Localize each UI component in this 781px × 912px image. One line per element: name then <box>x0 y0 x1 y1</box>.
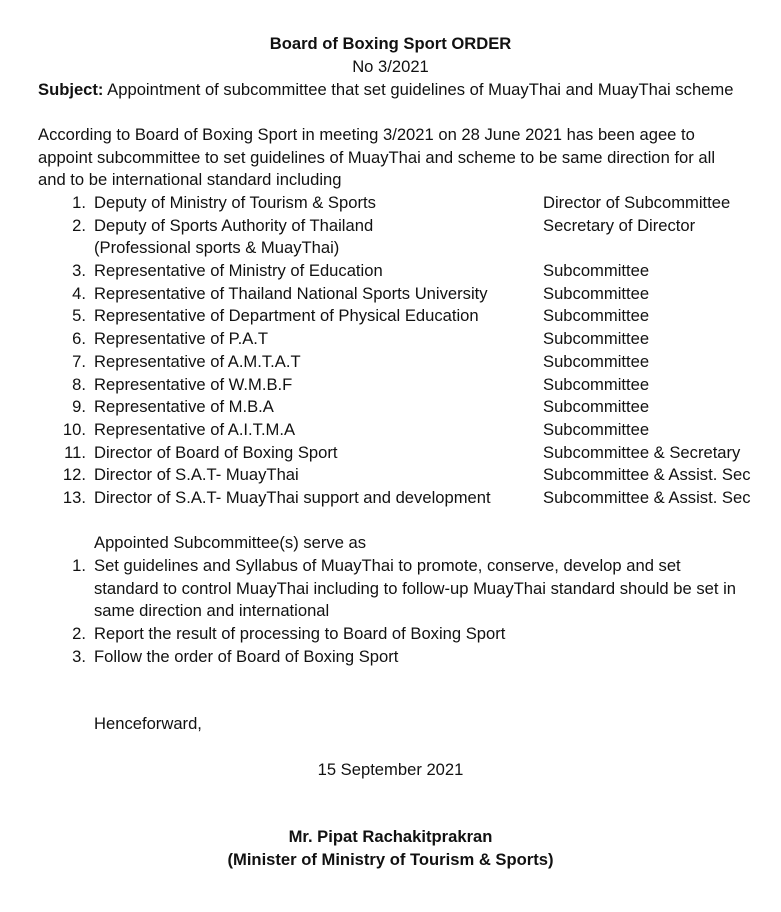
member-role: Subcommittee <box>543 419 650 439</box>
intro-line: and to be international standard including <box>38 170 342 190</box>
member-name-block <box>94 215 373 260</box>
member-name: Representative of A.M.T.A.T <box>94 351 301 371</box>
member-name: Representative of Department of Physical Education <box>94 306 479 326</box>
member-name: Representative of W.M.B.F <box>94 374 293 394</box>
member-name: Representative of A.I.T.M.A <box>94 419 296 439</box>
duty-number: 1. <box>72 556 86 575</box>
member-item <box>38 419 778 442</box>
duty-line: Report the result of processing to Board of Boxing Sport <box>94 624 506 644</box>
member-role: Director of Subcommittee <box>543 193 731 212</box>
duty-line: standard to control MuayThai including to follow-up MuayThai standard should be set in <box>94 578 736 598</box>
signer-title: (Minister of Ministry of Tourism & Sports) <box>227 850 554 869</box>
duty-line: Follow the order of Board of Boxing Sport <box>94 646 399 666</box>
member-number: 11. <box>64 442 86 462</box>
member-name: Director of S.A.T- MuayThai support and development <box>94 487 491 507</box>
member-role: Subcommittee & Assist. Sec <box>543 465 751 485</box>
member-number: 10. <box>62 419 86 439</box>
member-item <box>38 487 778 510</box>
duty-number: 3. <box>72 646 86 666</box>
member-number: 12. <box>62 465 86 485</box>
signer-name: Mr. Pipat Rachakitprakran <box>288 827 493 846</box>
duty-line: same direction and international <box>94 601 330 621</box>
member-item <box>38 215 778 260</box>
member-item <box>38 305 778 328</box>
member-item <box>38 260 778 283</box>
member-number: 9. <box>72 397 86 417</box>
member-number: 6. <box>72 329 86 349</box>
duties-heading: Appointed Subcommittee(s) serve as <box>94 533 367 552</box>
member-role: Subcommittee <box>543 283 650 303</box>
member-item <box>38 396 778 419</box>
order-number: No 3/2021 <box>352 57 429 76</box>
member-number: 7. <box>72 351 86 371</box>
subject-line <box>38 79 733 102</box>
subject-label: Subject: <box>38 80 104 99</box>
member-name: Director of Board of Boxing Sport <box>94 442 338 462</box>
member-number: 5. <box>72 306 86 326</box>
member-number: 13. <box>62 487 86 507</box>
member-number: 8. <box>72 374 86 394</box>
member-role: Subcommittee <box>543 374 650 394</box>
member-name-detail: (Professional sports & MuayThai) <box>94 238 340 258</box>
member-role: Subcommittee & Assist. Sec <box>543 487 751 507</box>
member-item <box>38 192 778 215</box>
duty-text <box>94 623 778 646</box>
member-number: 4. <box>72 283 86 303</box>
duty-item <box>38 555 778 623</box>
intro-line: According to Board of Boxing Sport in meeting 3/2021 on 28 June 2021 has been agee to <box>38 125 695 144</box>
member-name: Deputy of Sports Authority of Thailand <box>94 215 374 235</box>
member-role: Subcommittee <box>543 351 650 371</box>
member-name: Representative of Ministry of Education <box>94 261 383 281</box>
duty-item <box>38 646 778 669</box>
order-date: 15 September 2021 <box>317 760 464 779</box>
member-number: 3. <box>72 261 86 281</box>
member-item <box>38 283 778 306</box>
member-number: 1. <box>72 193 86 212</box>
intro-line: appoint subcommittee to set guidelines of MuayThai and scheme to be same direction for all <box>38 147 716 167</box>
duty-number: 2. <box>72 624 86 644</box>
duties-list <box>38 555 778 669</box>
member-role: Subcommittee <box>543 261 650 281</box>
duty-text <box>94 555 778 623</box>
member-item <box>38 442 778 465</box>
member-name: Representative of Thailand National Sports University <box>94 283 488 303</box>
intro-paragraph <box>38 124 748 192</box>
member-number: 2. <box>72 215 86 235</box>
duty-item <box>38 623 778 646</box>
member-name: Representative of M.B.A <box>94 397 274 417</box>
member-role: Subcommittee <box>543 329 650 349</box>
member-item <box>38 464 778 487</box>
closing-henceforward: Henceforward, <box>94 714 202 733</box>
member-name: Director of S.A.T- MuayThai <box>94 465 299 485</box>
member-role: Subcommittee <box>543 306 650 326</box>
subject-text: Appointment of subcommittee that set guidelines of MuayThai and MuayThai scheme <box>107 80 734 99</box>
member-item <box>38 374 778 397</box>
document-title: Board of Boxing Sport ORDER <box>269 34 512 53</box>
member-role: Subcommittee <box>543 397 650 417</box>
duty-text <box>94 646 778 669</box>
member-role: Subcommittee & Secretary <box>543 442 741 462</box>
member-role: Secretary of Director <box>543 215 696 235</box>
member-list <box>38 192 778 510</box>
duty-line: Set guidelines and Syllabus of MuayThai to promote, conserve, develop and set <box>94 556 681 575</box>
member-item <box>38 351 778 374</box>
member-name: Representative of P.A.T <box>94 329 269 349</box>
member-name: Deputy of Ministry of Tourism & Sports <box>94 193 376 212</box>
member-item <box>38 328 778 351</box>
